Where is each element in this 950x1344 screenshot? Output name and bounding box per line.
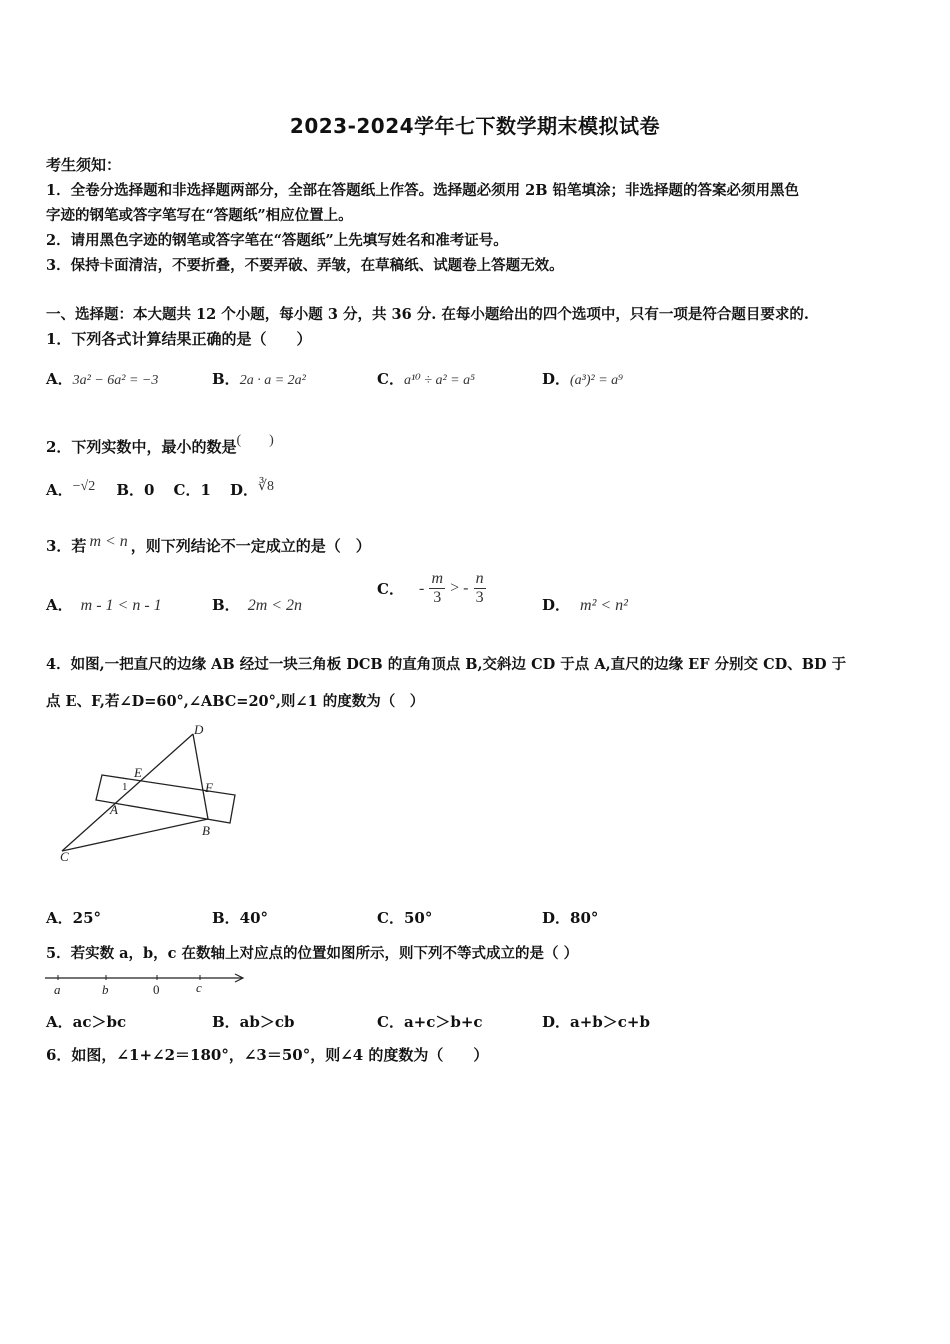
q4-stem-line-2: 点 E、F,若∠D=60°,∠ABC=20°,则∠1 的度数为（ ） [46, 693, 425, 710]
q3-c-den1: 3 [433, 589, 442, 606]
q3-stem-pre: 3．若 [46, 537, 87, 555]
q3-c-label: C． [377, 580, 404, 598]
q5-option-d: D．a+b＞c+b [542, 1013, 650, 1031]
q3-a-expr: m - 1 < n - 1 [80, 597, 162, 614]
q5-option-c: C．a+c＞b+c [377, 1013, 483, 1031]
q1-d-label: D． [542, 370, 571, 388]
q2-paren: ( ) [236, 433, 274, 448]
q3-a-label: A． [46, 596, 73, 614]
notice-line-1a: 1．全卷分选择题和非选择题两部分，全部在答题纸上作答。选择题必须用 2B 铅笔填涂；非选择题的答案必须用黑色 [46, 182, 800, 199]
label-a: A [110, 802, 118, 817]
q4-option-c: C．50° [377, 909, 433, 927]
q4-stem-line-1: 4．如图,一把直尺的边缘 AB 经过一块三角板 DCB 的直角顶点 B,交斜边 CD 于点 A,直尺的边缘 EF 分别交 CD、BD 于 [46, 656, 847, 673]
q3-d-label: D． [542, 596, 571, 614]
q3-b-expr: 2m < 2n [247, 597, 303, 614]
q4-option-a: A．25° [46, 909, 102, 927]
axis-label-a: a [54, 982, 61, 997]
q2-d-expr: ∛8 [258, 479, 274, 494]
triangle-side-db [193, 734, 208, 819]
q5-option-a: A．ac＞bc [46, 1013, 127, 1031]
notice-heading: 考生须知： [46, 156, 122, 174]
label-b: B [202, 823, 210, 838]
q1-a-label: A． [46, 370, 73, 388]
label-f: F [205, 780, 213, 795]
label-e: E [134, 765, 142, 780]
q1-c-expr: a¹⁰ ÷ a² = a⁵ [403, 373, 475, 388]
q2-stem: 2．下列实数中，最小的数是 [46, 438, 237, 456]
q3-c-frac1 [429, 570, 445, 607]
q1-c-label: C． [377, 370, 404, 388]
q6-stem: 6．如图，∠1+∠2＝180°，∠3＝50°，则∠4 的度数为（ ） [46, 1046, 489, 1064]
notice-line-3: 3．保持卡面清洁，不要折叠，不要弄破、弄皱，在草稿纸、试题卷上答题无效。 [46, 257, 564, 274]
q3-stem-math: m < n [89, 533, 128, 550]
axis-label-c: c [196, 980, 202, 995]
page-title: 2023-2024学年七下数学期末模拟试卷 [289, 114, 661, 138]
q3-c-num2: n [475, 570, 484, 587]
q2-d-label: D． [230, 481, 259, 499]
q2-a-label: A． [46, 481, 73, 499]
label-c: C [60, 849, 69, 864]
q3-c-frac2 [474, 570, 486, 607]
q1-b-label: B． [212, 370, 240, 388]
axis-label-zero: 0 [153, 982, 160, 997]
q3-b-label: B． [212, 596, 240, 614]
section-heading: 一、选择题：本大题共 12 个小题，每小题 3 分，共 36 分. 在每小题给出的四个选项中，只有一项是符合题目要求的. [46, 306, 809, 323]
q3-c-den2: 3 [475, 589, 484, 606]
q3-d-expr: m² < n² [580, 597, 628, 614]
q3-option-b [212, 594, 302, 615]
label-d: D [194, 722, 204, 737]
label-angle-1: 1 [122, 781, 128, 793]
q2-option-c: C．1 [173, 481, 211, 499]
q5-number-line [40, 968, 250, 998]
q1-option-a [46, 368, 158, 389]
axis-label-b: b [102, 982, 109, 997]
notice-line-1b: 字迹的钢笔或答字笔写在“答题纸”相应位置上。 [46, 207, 353, 224]
q3-stem-post: ，则下列结论不一定成立的是（ ） [130, 537, 371, 555]
q2-option-b: B．0 [116, 481, 155, 499]
q1-stem: 1．下列各式计算结果正确的是（ ） [46, 330, 312, 348]
triangle-side-cb [62, 819, 208, 851]
q3-stem-line [46, 535, 371, 556]
q1-option-b [212, 368, 306, 389]
q3-c-minus1: - [419, 579, 425, 597]
q3-c-num1: m [431, 570, 444, 587]
triangle-side-cd [62, 734, 193, 851]
q3-option-d [542, 594, 628, 615]
q1-d-expr: (a³)² = a⁹ [570, 373, 624, 388]
q1-a-expr: 3a² − 6a² = −3 [72, 373, 159, 388]
q3-option-a [46, 594, 162, 615]
q3-option-c [377, 570, 486, 607]
q4-figure [50, 718, 250, 868]
q5-stem: 5．若实数 a，b，c 在数轴上对应点的位置如图所示，则下列不等式成立的是（ ） [46, 945, 579, 962]
q2-a-expr: −√2 [72, 479, 96, 494]
q1-option-c [377, 368, 475, 389]
q3-c-mid: > - [450, 579, 469, 597]
q5-option-b: B．ab＞cb [212, 1013, 295, 1031]
q2-options [46, 479, 274, 500]
q4-option-d: D．80° [542, 909, 599, 927]
notice-line-2: 2．请用黑色字迹的钢笔或答字笔在“答题纸”上先填写姓名和准考证号。 [46, 232, 508, 249]
q1-option-d [542, 368, 623, 389]
q2-stem-line [46, 433, 274, 457]
q4-option-b: B．40° [212, 909, 269, 927]
q1-b-expr: 2a · a = 2a² [239, 373, 306, 388]
